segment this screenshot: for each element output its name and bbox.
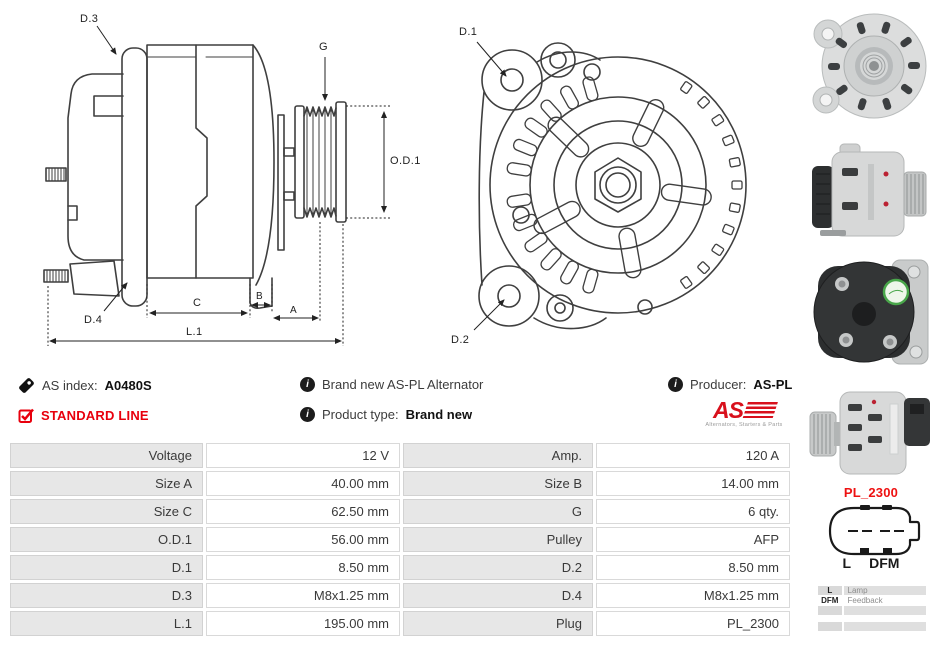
info-icon: i — [300, 407, 315, 422]
description-text: Brand new AS-PL Alternator — [322, 377, 484, 392]
info-icon: i — [668, 377, 683, 392]
spec-label: Size B — [403, 471, 593, 496]
producer-item — [668, 377, 792, 392]
dim-label-d3: D.3 — [80, 13, 99, 25]
spec-label: D.4 — [403, 583, 593, 608]
spec-value: 6 qty. — [596, 499, 790, 524]
technical-drawings — [0, 0, 800, 365]
dim-label-d4: D.4 — [84, 314, 103, 326]
dim-label-l1: L.1 — [186, 326, 203, 338]
spec-value: 14.00 mm — [596, 471, 790, 496]
spec-label: D.3 — [10, 583, 203, 608]
plug-pin-dfm: DFM — [869, 555, 900, 571]
as-pl-logo-stripes-icon — [742, 402, 778, 420]
standard-line-item — [18, 407, 149, 423]
plug-pin-l: L — [842, 555, 852, 571]
spec-label: D.1 — [10, 555, 203, 580]
dim-label-c: C — [193, 297, 202, 309]
legend-row — [818, 586, 926, 595]
spec-value: 40.00 mm — [206, 471, 400, 496]
plug-name: PL_2300 — [843, 485, 899, 500]
spec-value: PL_2300 — [596, 611, 790, 636]
dim-label-g: G — [319, 41, 328, 53]
legend-key: L — [818, 586, 842, 595]
spec-label: O.D.1 — [10, 527, 203, 552]
as-pl-logo-tagline: Alternators, Starters & Parts — [705, 422, 783, 428]
producer-value: AS-PL — [753, 377, 793, 392]
spec-label: D.2 — [403, 555, 593, 580]
spec-label: Plug — [403, 611, 593, 636]
as-pl-logo-text: AS — [713, 397, 743, 423]
dim-label-b: B — [256, 291, 264, 302]
standard-line-label: STANDARD LINE — [41, 407, 149, 423]
as-pl-logo — [696, 398, 792, 428]
spec-value: 62.50 mm — [206, 499, 400, 524]
dim-label-od1: O.D.1 — [390, 155, 421, 167]
dim-label-d2: D.2 — [451, 334, 470, 346]
legend-desc: Lamp — [844, 586, 926, 595]
spec-label: Pulley — [403, 527, 593, 552]
spec-value: 8.50 mm — [596, 555, 790, 580]
as-index-label: AS index: — [42, 378, 98, 393]
spec-label: L.1 — [10, 611, 203, 636]
product-photo-front[interactable] — [806, 4, 936, 132]
spec-value: 12 V — [206, 443, 400, 468]
spec-label: Voltage — [10, 443, 203, 468]
as-index-value: A0480S — [104, 378, 152, 393]
spec-label: Amp. — [403, 443, 593, 468]
spec-value: 56.00 mm — [206, 527, 400, 552]
producer-label: Producer: — [690, 377, 747, 392]
spec-table — [10, 443, 790, 636]
legend-desc: Feedback — [847, 596, 883, 605]
side-view-drawing — [44, 45, 346, 308]
tag-icon — [18, 377, 35, 394]
checkbox-checked-icon — [18, 407, 34, 423]
spec-value: 120 A — [596, 443, 790, 468]
spec-value: M8x1.25 mm — [206, 583, 400, 608]
product-photo-side[interactable] — [806, 138, 936, 248]
front-view-drawing — [479, 43, 746, 329]
product-photo-rear[interactable] — [806, 252, 936, 372]
plug-pin-labels — [806, 555, 936, 571]
info-icon: i — [300, 377, 315, 392]
as-index-item — [18, 377, 152, 394]
dim-label-a: A — [290, 305, 298, 316]
spec-label: Size A — [10, 471, 203, 496]
plug-legend — [818, 586, 926, 632]
spec-value: 8.50 mm — [206, 555, 400, 580]
legend-row — [818, 596, 926, 605]
product-photo-side-pulley[interactable] — [806, 384, 936, 484]
spec-value: M8x1.25 mm — [596, 583, 790, 608]
description-item — [300, 377, 483, 392]
product-type-value: Brand new — [405, 407, 473, 422]
dim-label-d1: D.1 — [459, 26, 478, 38]
legend-row-empty — [818, 606, 926, 615]
spec-value: 195.00 mm — [206, 611, 400, 636]
legend-key: DFM — [821, 596, 839, 605]
product-type-item — [300, 407, 472, 422]
spec-label: G — [403, 499, 593, 524]
spec-value: AFP — [596, 527, 790, 552]
product-type-label: Product type: — [322, 407, 399, 422]
spec-label: Size C — [10, 499, 203, 524]
plug-connector-diagram — [820, 505, 930, 557]
legend-row-empty — [818, 622, 926, 631]
